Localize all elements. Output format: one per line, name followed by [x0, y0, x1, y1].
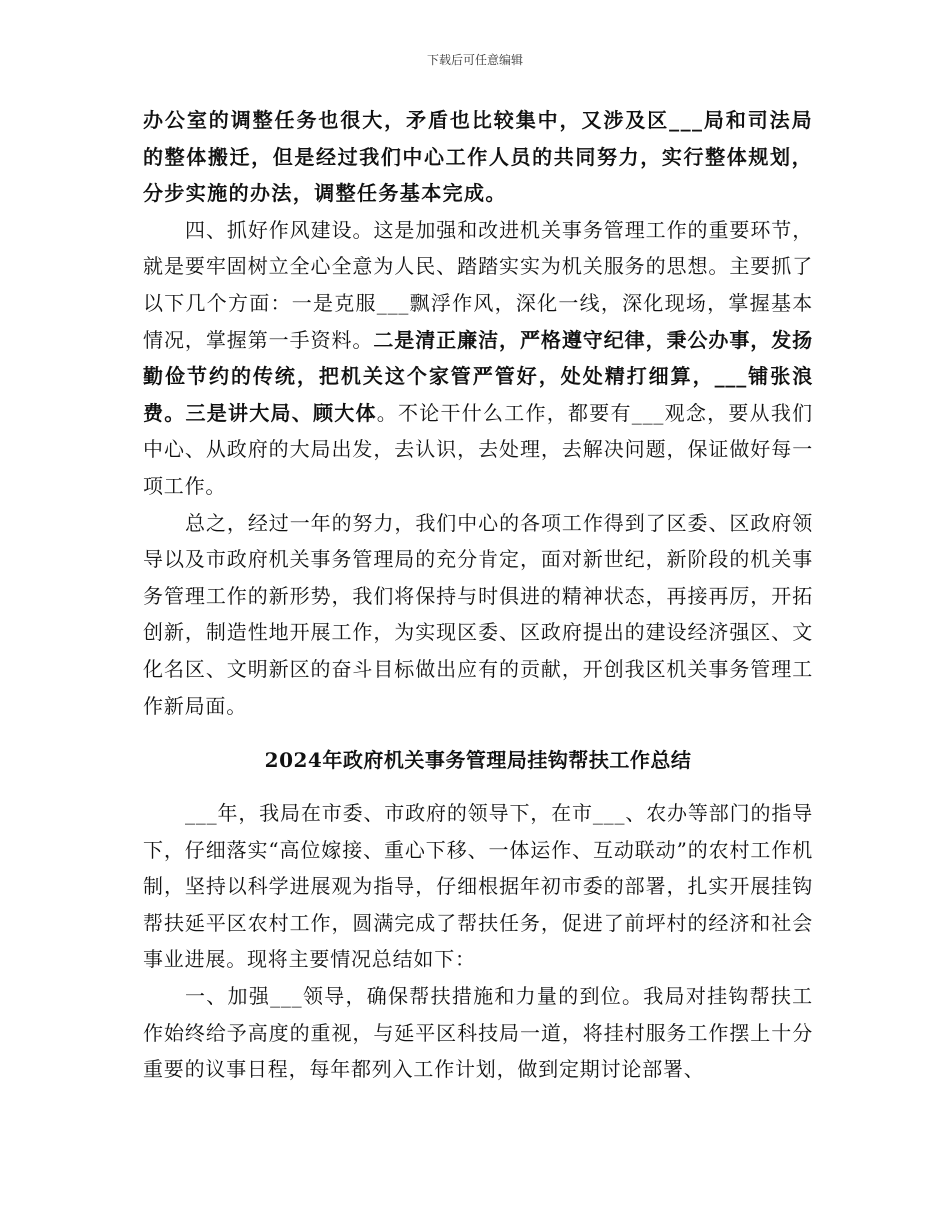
work-style-bold-text: 二是清正廉洁，严格遵守纪律，秉公办事，发扬勤俭节约的传统，把机关这个家管严管好，处处精打细算，___铺张浪费。三是讲大局、顾大体 — [143, 327, 813, 425]
work-style-closing-text: 。不论干什么工作，都要有___观念，要从我们中心、从政府的大局出发，去认识，去处理，去解决问题，保证做好每一项工作。 — [143, 400, 813, 498]
page-header: 下载后可任意编辑 — [426, 53, 523, 67]
paragraph-leadership: 一、加强___领导，确保帮扶措施和力量的到位。我局对挂钩帮扶工作始终给予高度的重视，与延平区科技局一道，将挂村服务工作摆上十分重要的议事日程，每年都列入工作计划，做到定期讨论部署、 — [143, 984, 813, 1082]
paragraph-office-adjustment: 办公室的调整任务也很大，矛盾也比较集中，又涉及区___局和司法局的整体搬迁，但是经过我们中心工作人员的共同努力，实行整体规划，分步实施的办法，调整任务基本完成。 — [143, 108, 813, 206]
document-body — [143, 102, 813, 1088]
paragraph-work-style — [143, 212, 813, 505]
work-style-intro-text: 四、抓好作风建设。这是加强和改进机关事务管理工作的重要环节，就是要牢固树立全心全意为人民、踏踏实实为机关服务的思想。主要抓了以下几个方面：一是克服___飘浮作风，深化一线，深化现场，掌握基本情况，掌握第一手资料。 — [143, 217, 813, 352]
paragraph-intro: ___年，我局在市委、市政府的领导下，在市___、农办等部门的指导下，仔细落实“高位嫁接、重心下移、一体运作、互动联动”的农村工作机制，坚持以科学进展观为指导，仔细根据年初市委的部署，扎实开展挂钩帮扶延平区农村工作，圆满完成了帮扶任务，促进了前坪村的经济和社会事业进展。现将主要情况总结如下： — [143, 801, 813, 972]
paragraph-summary: 总之，经过一年的努力，我们中心的各项工作得到了区委、区政府领导以及市政府机关事务管理局的充分肯定，面对新世纪，新阶段的机关事务管理工作的新形势，我们将保持与时俱进的精神状态，再接再厉，开拓创新，制造性地开展工作，为实现区委、区政府提出的建设经济强区、文化名区、文明新区的奋斗目标做出应有的贡献，开创我区机关事务管理工作新局面。 — [143, 510, 813, 718]
section-title: 2024年政府机关事务管理局挂钩帮扶工作总结 — [264, 748, 692, 773]
